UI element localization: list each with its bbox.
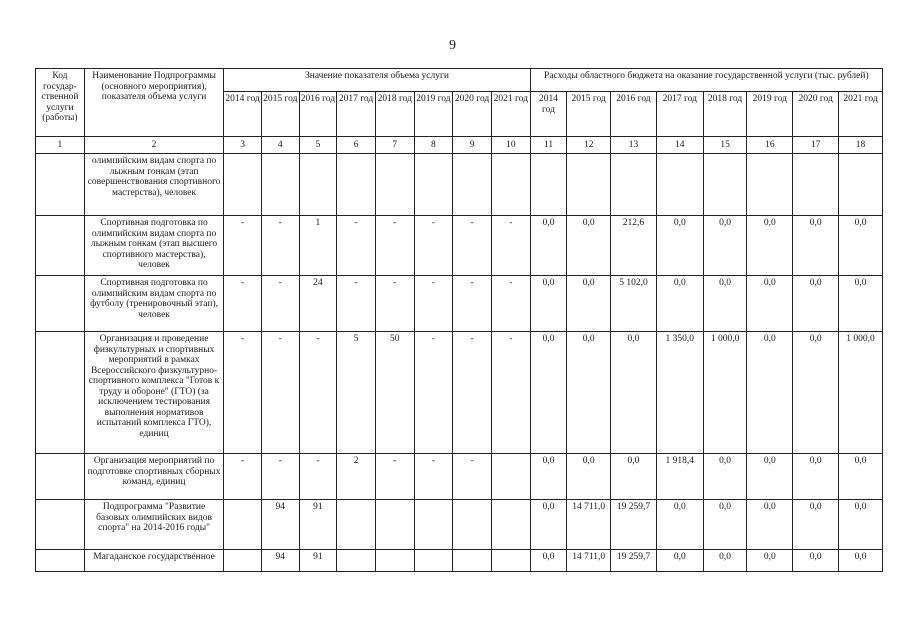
table-row [36, 550, 883, 572]
expense-value: 0,0 [747, 454, 793, 500]
volume-value: 94 [261, 550, 299, 572]
row-name: Организация и проведение физкультурных и спортивных мероприятий в рамках Всероссийского физкультурно-спортивного комплекса "Готов к труду и обороне" (ГТО) (за исключением тестирования выполнения нормативов испытаний комплекса ГТО), единиц [84, 332, 223, 454]
expense-value: 0,0 [703, 216, 747, 276]
row-name: Подпрограмма "Развитие базовых олимпийских видов спорта" на 2014-2016 годы" [84, 500, 223, 550]
table-row [36, 332, 883, 454]
column-number: 12 [567, 137, 611, 154]
expense-value [656, 154, 703, 216]
row-name: Спортивная подготовка по олимпийским видам спорта по футболу (тренировочный этап), человек [84, 276, 223, 332]
column-number: 13 [611, 137, 657, 154]
expense-value: 212,6 [611, 216, 657, 276]
column-number: 6 [337, 137, 376, 154]
expense-value: 0,0 [530, 500, 567, 550]
expense-value: 0,0 [703, 550, 747, 572]
volume-value [261, 154, 299, 216]
expense-value: 0,0 [747, 550, 793, 572]
volume-value [414, 550, 453, 572]
expense-value: 0,0 [793, 500, 839, 550]
expense-value: 0,0 [530, 332, 567, 454]
expense-value: 0,0 [567, 216, 611, 276]
row-name: Спортивная подготовка по олимпийским видам спорта по лыжным гонкам (этап высшего спортивного мастерства), человек [84, 216, 223, 276]
volume-value: - [414, 276, 453, 332]
expense-value: 0,0 [567, 454, 611, 500]
column-number: 5 [299, 137, 337, 154]
header-expense-year: 2017 год [656, 92, 703, 137]
expense-value [611, 154, 657, 216]
header-expense-year: 2016 год [611, 92, 657, 137]
services-table [35, 68, 883, 572]
volume-value [453, 550, 492, 572]
column-number: 14 [656, 137, 703, 154]
header-volume-year: 2015 год [261, 92, 299, 137]
volume-value: - [491, 276, 530, 332]
column-number: 4 [261, 137, 299, 154]
expense-value [567, 154, 611, 216]
volume-value [453, 154, 492, 216]
expense-value: 0,0 [530, 454, 567, 500]
row-code [36, 454, 85, 500]
table-row [36, 276, 883, 332]
volume-value [375, 154, 414, 216]
volume-value [491, 550, 530, 572]
expense-value: 0,0 [530, 550, 567, 572]
volume-value [299, 154, 337, 216]
row-name: олимпийским видам спорта по лыжным гонкам (этап совершенствования спортивного мастерства), человек [84, 154, 223, 216]
volume-value: - [414, 332, 453, 454]
volume-value: - [375, 454, 414, 500]
expense-value [747, 154, 793, 216]
volume-value: 94 [261, 500, 299, 550]
volume-value [224, 154, 262, 216]
expense-value: 1 350,0 [656, 332, 703, 454]
table-row [36, 154, 883, 216]
column-number: 3 [224, 137, 262, 154]
volume-value: - [261, 332, 299, 454]
expense-value: 0,0 [703, 454, 747, 500]
expense-value: 0,0 [839, 276, 883, 332]
header-expense-year: 2014 год [530, 92, 567, 137]
header-expense-year: 2018 год [703, 92, 747, 137]
header-volume-year: 2018 год [375, 92, 414, 137]
volume-value [375, 500, 414, 550]
volume-value: - [414, 454, 453, 500]
expense-value [839, 154, 883, 216]
header-volume-year: 2017 год [337, 92, 376, 137]
expense-value: 0,0 [747, 216, 793, 276]
volume-value: - [375, 216, 414, 276]
volume-value: - [224, 216, 262, 276]
volume-value [224, 500, 262, 550]
table-row [36, 216, 883, 276]
volume-value [414, 500, 453, 550]
column-number: 18 [839, 137, 883, 154]
expense-value: 0,0 [530, 276, 567, 332]
expense-value: 0,0 [656, 216, 703, 276]
expense-value: 1 918,4 [656, 454, 703, 500]
header-volume-year: 2020 год [453, 92, 492, 137]
expense-value: 0,0 [793, 276, 839, 332]
expense-value: 0,0 [793, 454, 839, 500]
expense-value: 0,0 [656, 500, 703, 550]
volume-value [337, 154, 376, 216]
volume-value [453, 500, 492, 550]
header-volume-group: Значение показателя объема услуги [224, 69, 530, 92]
volume-value [375, 550, 414, 572]
expense-value [530, 154, 567, 216]
expense-value: 0,0 [530, 216, 567, 276]
row-code [36, 500, 85, 550]
expense-value: 19 259,7 [611, 500, 657, 550]
expense-value [793, 154, 839, 216]
column-number: 16 [747, 137, 793, 154]
volume-value: - [337, 216, 376, 276]
volume-value: 24 [299, 276, 337, 332]
row-name: Организация мероприятий по подготовке спортивных сборных команд, единиц [84, 454, 223, 500]
row-code [36, 550, 85, 572]
header-volume-year: 2019 год [414, 92, 453, 137]
volume-value: - [224, 454, 262, 500]
volume-value: - [453, 276, 492, 332]
expense-value: 0,0 [747, 332, 793, 454]
row-code [36, 154, 85, 216]
volume-value: - [299, 454, 337, 500]
volume-value: - [491, 216, 530, 276]
expense-value: 0,0 [839, 216, 883, 276]
volume-value [224, 550, 262, 572]
volume-value [491, 454, 530, 500]
volume-value: - [299, 332, 337, 454]
volume-value: 91 [299, 550, 337, 572]
expense-value: 0,0 [656, 550, 703, 572]
header-volume-year: 2021 год [491, 92, 530, 137]
column-number: 15 [703, 137, 747, 154]
expense-value [703, 154, 747, 216]
expense-value: 0,0 [839, 500, 883, 550]
volume-value [491, 500, 530, 550]
volume-value: - [337, 276, 376, 332]
expense-value: 0,0 [839, 550, 883, 572]
header-expense-year: 2021 год [839, 92, 883, 137]
table-body [36, 137, 883, 572]
header-expense-year: 2015 год [567, 92, 611, 137]
volume-value: - [414, 216, 453, 276]
header-expense-year: 2019 год [747, 92, 793, 137]
row-name: Магаданское государственное [84, 550, 223, 572]
volume-value: - [261, 276, 299, 332]
volume-value [337, 500, 376, 550]
column-number: 17 [793, 137, 839, 154]
volume-value [414, 154, 453, 216]
column-number: 10 [491, 137, 530, 154]
page-number: 9 [449, 38, 456, 53]
volume-value: - [491, 332, 530, 454]
expense-value: 0,0 [793, 216, 839, 276]
header-expense-group: Расходы областного бюджета на оказание государственной услуги (тыс. рублей) [530, 69, 882, 92]
volume-value: 1 [299, 216, 337, 276]
row-code [36, 216, 85, 276]
volume-value: 91 [299, 500, 337, 550]
expense-value: 0,0 [839, 454, 883, 500]
expense-value: 1 000,0 [839, 332, 883, 454]
column-number: 11 [530, 137, 567, 154]
expense-value: 0,0 [793, 550, 839, 572]
column-number: 8 [414, 137, 453, 154]
header-expense-year: 2020 год [793, 92, 839, 137]
row-code [36, 276, 85, 332]
volume-value: - [375, 276, 414, 332]
volume-value [491, 154, 530, 216]
volume-value: - [224, 276, 262, 332]
expense-value: 0,0 [567, 276, 611, 332]
column-number: 9 [453, 137, 492, 154]
header-volume-year: 2014 год [224, 92, 262, 137]
header-name: Наименование Подпрограммы (основного мероприятия), показателя объема услуги [84, 69, 223, 137]
expense-value: 0,0 [611, 332, 657, 454]
volume-value: - [261, 454, 299, 500]
volume-value: - [261, 216, 299, 276]
expense-value: 1 000,0 [703, 332, 747, 454]
column-number: 7 [375, 137, 414, 154]
expense-value: 0,0 [793, 332, 839, 454]
volume-value: 50 [375, 332, 414, 454]
column-numbers-row [36, 137, 883, 154]
expense-value: 0,0 [747, 500, 793, 550]
volume-value: 2 [337, 454, 376, 500]
column-number: 1 [36, 137, 85, 154]
row-code [36, 332, 85, 454]
expense-value: 14 711,0 [567, 500, 611, 550]
table-row [36, 454, 883, 500]
volume-value: - [453, 454, 492, 500]
volume-value [337, 550, 376, 572]
volume-value: - [224, 332, 262, 454]
table-row [36, 500, 883, 550]
expense-value: 19 259,7 [611, 550, 657, 572]
volume-value: - [453, 332, 492, 454]
volume-value: 5 [337, 332, 376, 454]
expense-value: 14 711,0 [567, 550, 611, 572]
header-volume-year: 2016 год [299, 92, 337, 137]
expense-value: 0,0 [611, 454, 657, 500]
expense-value: 0,0 [747, 276, 793, 332]
expense-value: 0,0 [656, 276, 703, 332]
volume-value: - [453, 216, 492, 276]
expense-value: 0,0 [703, 276, 747, 332]
expense-value: 0,0 [567, 332, 611, 454]
column-number: 2 [84, 137, 223, 154]
header-code: Код государ-ственной услуги (работы) [36, 69, 85, 137]
expense-value: 5 102,0 [611, 276, 657, 332]
expense-value: 0,0 [703, 500, 747, 550]
